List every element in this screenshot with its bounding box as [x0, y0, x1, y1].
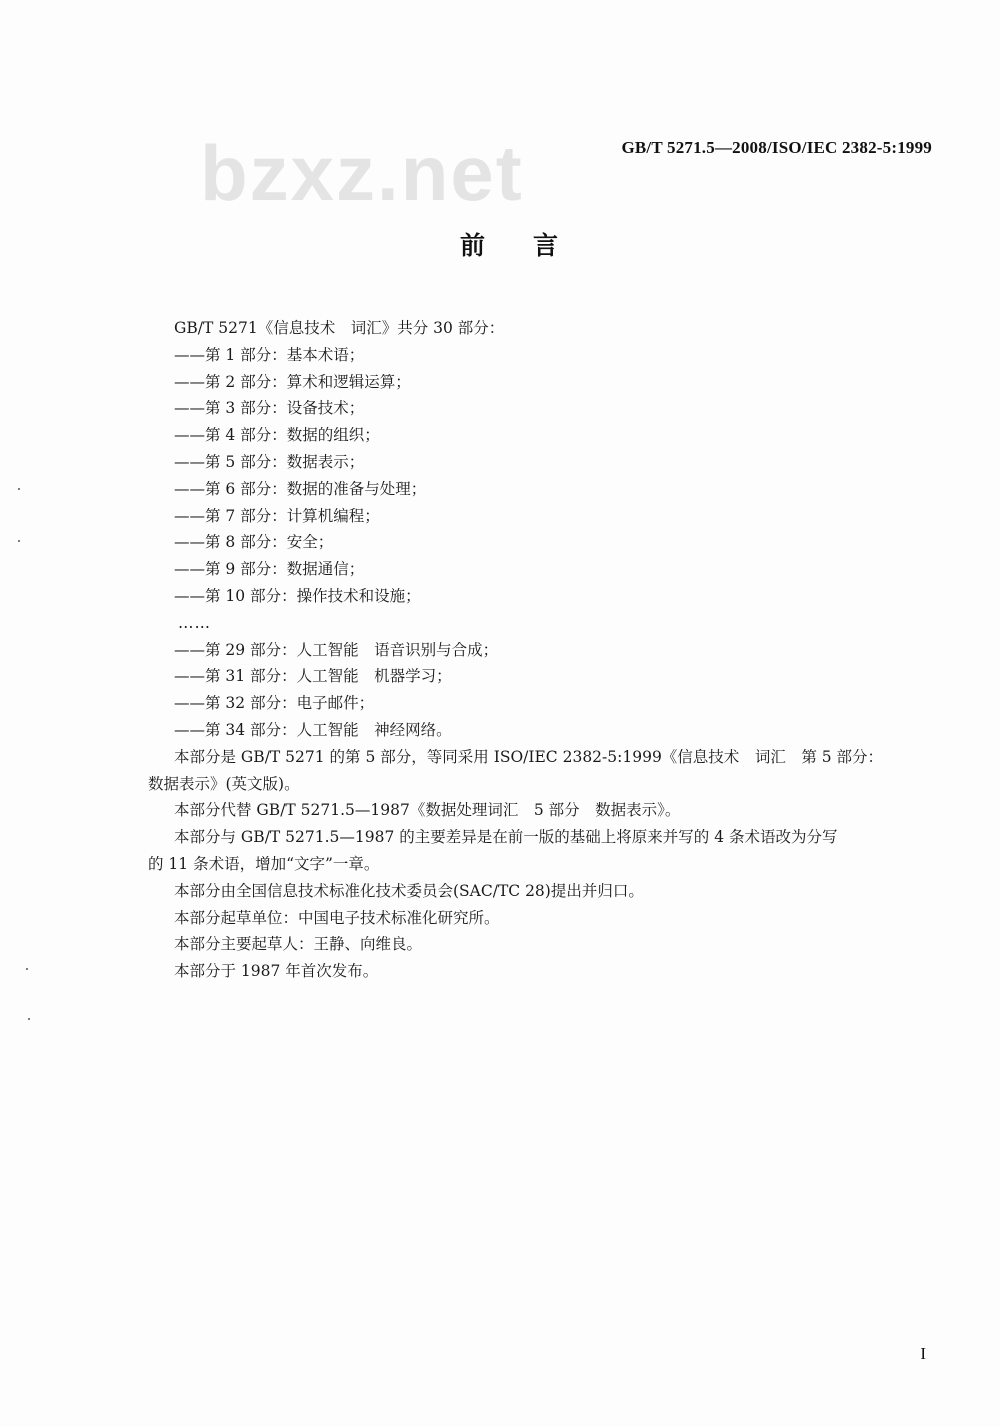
list-item: ——第 8 部分：安全； — [174, 533, 334, 552]
watermark: bzxz.net — [200, 129, 524, 217]
list-item: ——第 5 部分：数据表示； — [174, 452, 365, 471]
paragraph-differences-line1: 本部分与 GB/T 5271.5—1987 的主要差异是在前一版的基础上将原来并写的 4 条术语改为分写 — [174, 828, 838, 847]
page-number: I — [920, 1344, 926, 1363]
paragraph-differences-line2: 的 11 条术语，增加“文字”一章。 — [148, 854, 380, 873]
scan-speck — [26, 968, 28, 970]
list-item: ——第 2 部分：算术和逻辑运算； — [174, 372, 411, 391]
foreword-body — [148, 315, 938, 985]
paragraph-drafters: 本部分主要起草人：王静、向维良。 — [174, 935, 423, 954]
list-ellipsis: …… — [178, 613, 211, 632]
list-item: ——第 6 部分：数据的准备与处理； — [174, 479, 427, 498]
paragraph-adoption-line1: 本部分是 GB/T 5271 的第 5 部分，等同采用 ISO/IEC 2382-5:1999《信息技术 词汇 第 5 部分： — [174, 747, 884, 766]
list-item: ——第 34 部分：人工智能 神经网络。 — [174, 720, 452, 739]
list-item: ——第 1 部分：基本术语； — [174, 345, 365, 364]
paragraph-proposer: 本部分由全国信息技术标准化技术委员会(SAC/TC 28)提出并归口。 — [174, 881, 644, 900]
paragraph-drafting-unit: 本部分起草单位：中国电子技术标准化研究所。 — [174, 908, 500, 927]
paragraph-first-release: 本部分于 1987 年首次发布。 — [174, 962, 379, 981]
list-item: ——第 7 部分：计算机编程； — [174, 506, 380, 525]
list-item: ——第 29 部分：人工智能 语音识别与合成； — [174, 640, 499, 659]
page-title: 前言 — [459, 231, 606, 260]
paragraph-adoption-line2: 数据表示》(英文版)。 — [148, 774, 300, 793]
list-item: ——第 4 部分：数据的组织； — [174, 426, 380, 445]
scan-speck — [28, 1018, 30, 1020]
list-item: ——第 32 部分：电子邮件； — [174, 694, 375, 713]
list-item: ——第 10 部分：操作技术和设施； — [174, 586, 421, 605]
paragraph-replaces: 本部分代替 GB/T 5271.5—1987《数据处理词汇 5 部分 数据表示》。 — [174, 801, 681, 820]
intro-line: GB/T 5271《信息技术 词汇》共分 30 部分： — [174, 319, 505, 337]
list-item: ——第 31 部分：人工智能 机器学习； — [174, 667, 452, 686]
standard-number: GB/T 5271.5—2008/ISO/IEC 2382-5:1999 — [621, 138, 932, 157]
list-item: ——第 9 部分：数据通信； — [174, 560, 365, 579]
scan-speck — [18, 540, 20, 542]
scan-speck — [18, 488, 20, 490]
list-item: ——第 3 部分：设备技术； — [174, 399, 365, 418]
